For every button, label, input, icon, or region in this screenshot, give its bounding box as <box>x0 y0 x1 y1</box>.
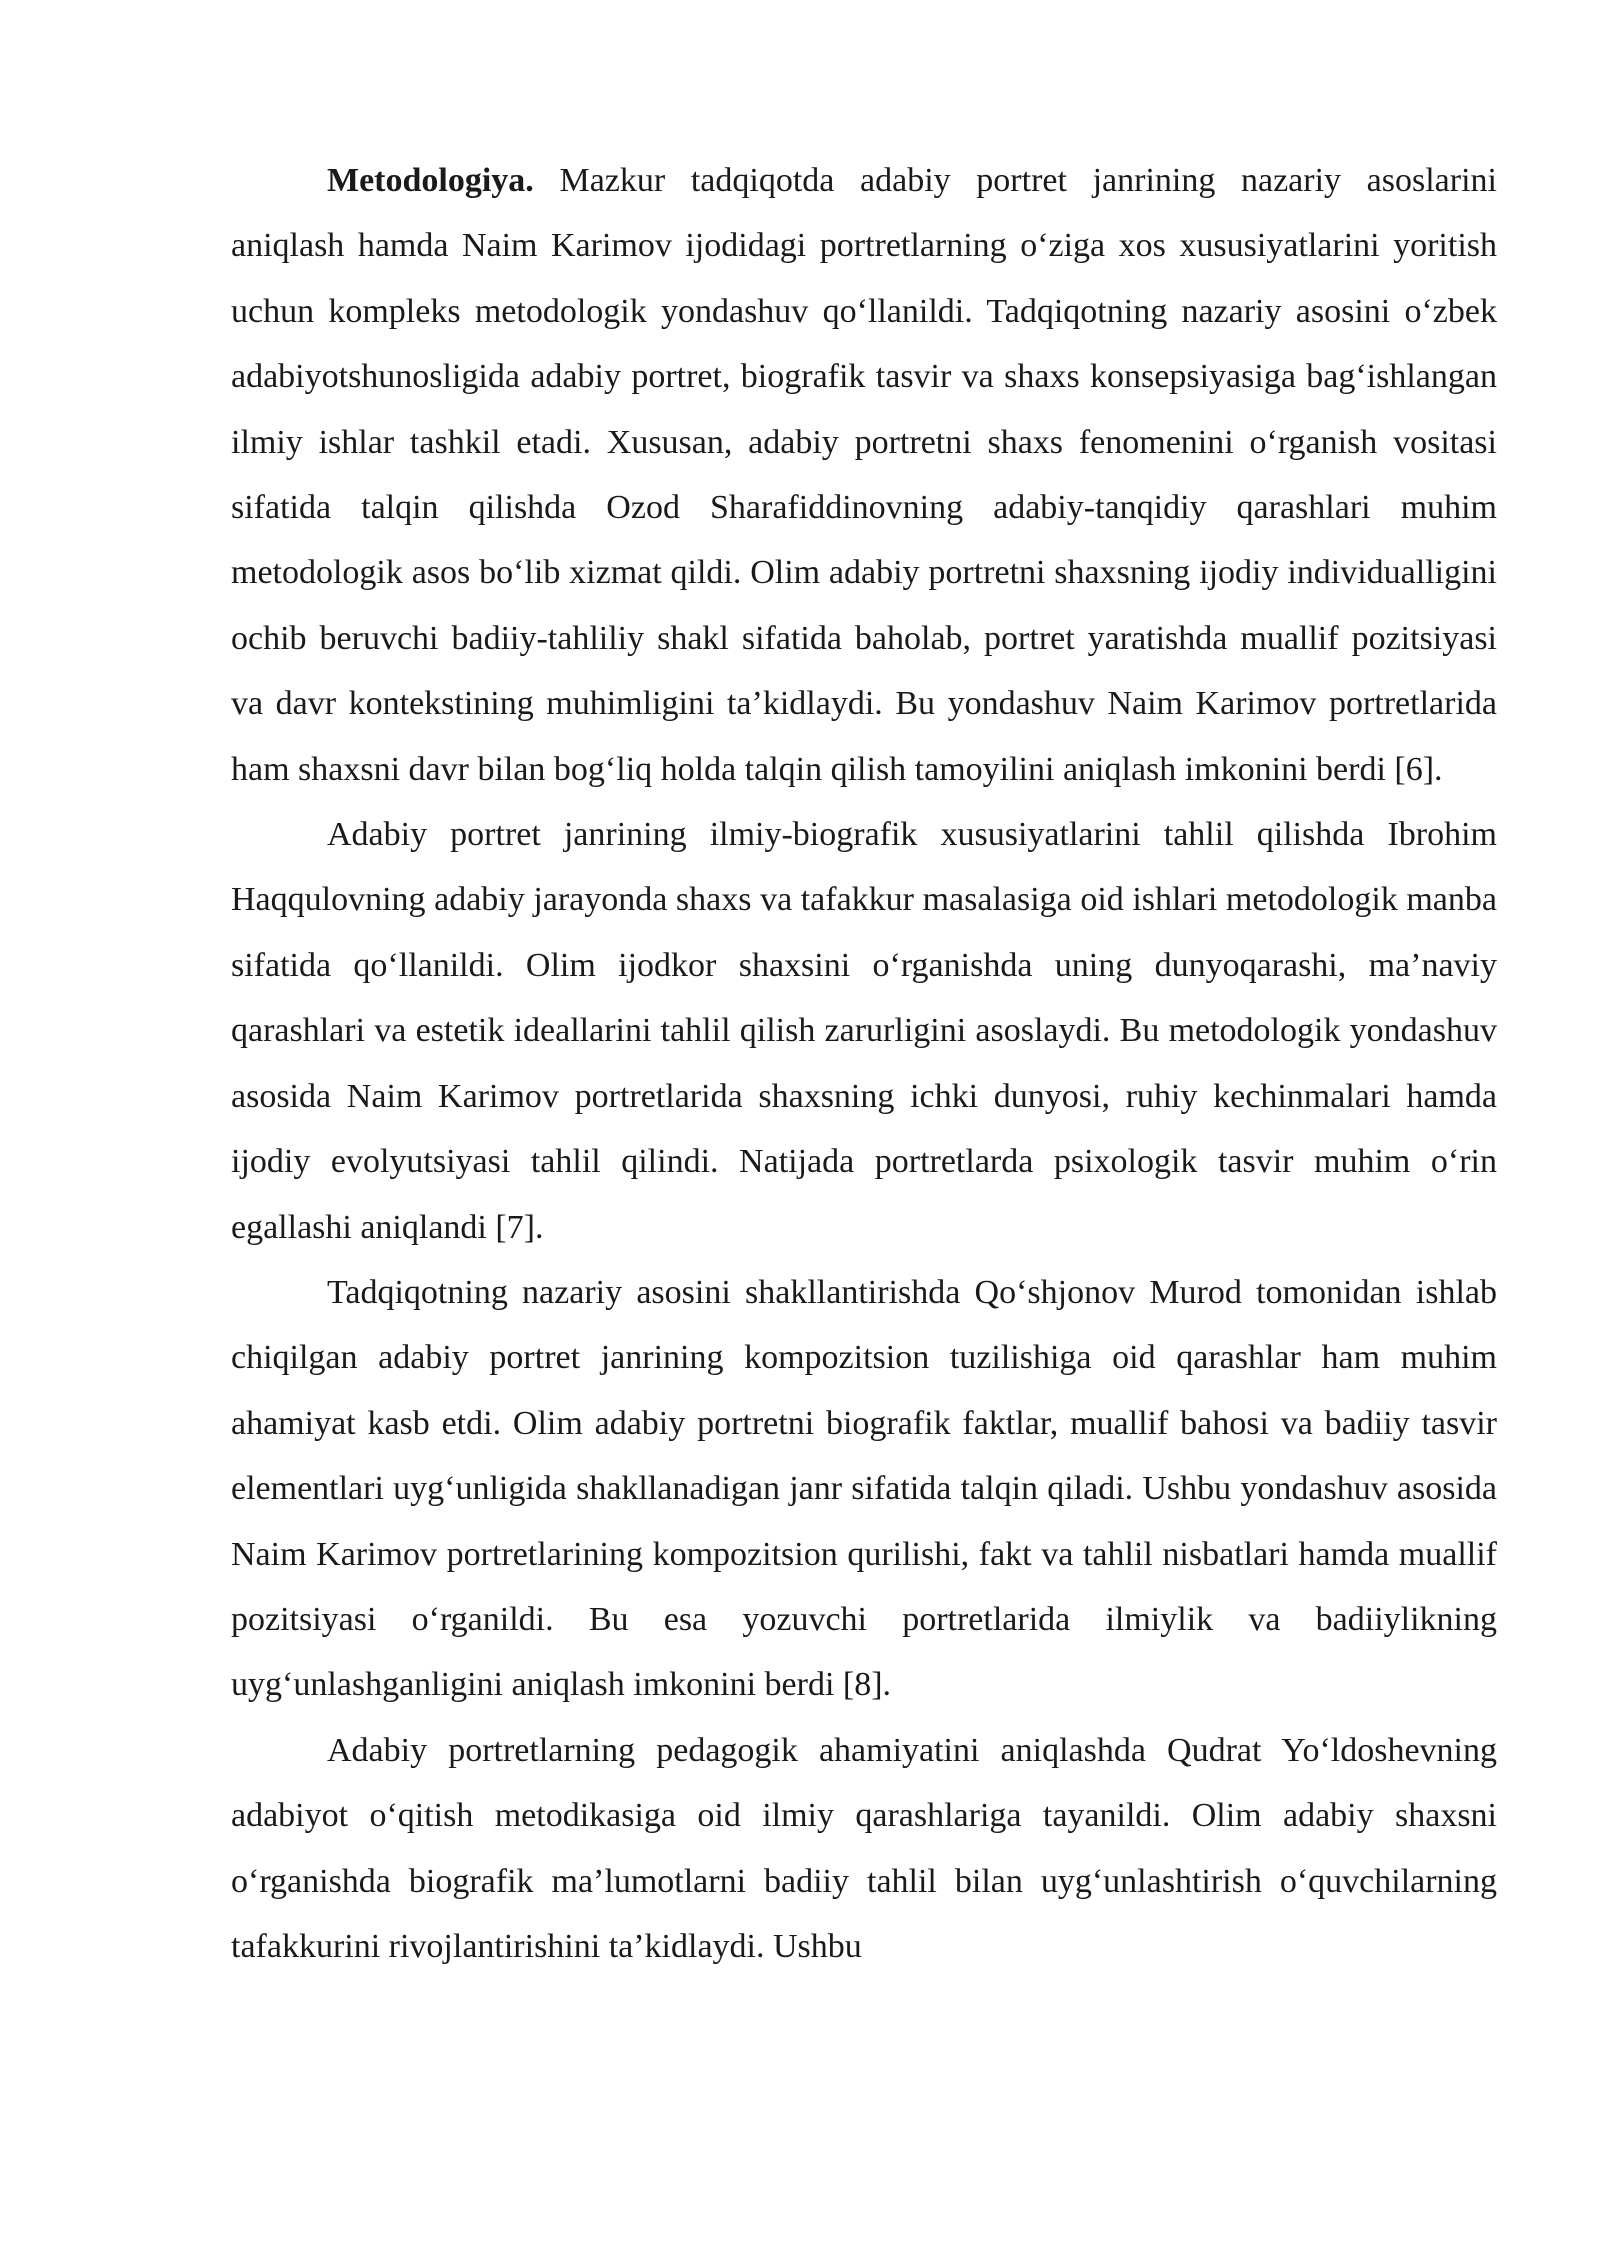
paragraph-3: Tadqiqotning nazariy asosini shakllantirishda Qo‘shjonov Murod tomonidan ishlab chiqilgan adabiy portret janrining kompozitsion tuzilishiga oid qarashlar ham muhim ahamiyat kasb etdi. Olim adabiy portretni biografik faktlar, muallif bahosi va badiiy tasvir elementlari uyg‘unligida shakllanadigan janr sifatida talqin qiladi. Ushbu yondashuv asosida Naim Karimov portretlarining kompozitsion qurilishi, fakt va tahlil nisbatlari hamda muallif pozitsiyasi o‘rganildi. Bu esa yozuvchi portretlarida ilmiylik va badiiylikning uyg‘unlashganligini aniqlash imkonini berdi [8]. <box>231 1273 1497 1704</box>
document-page <box>231 148 1497 1979</box>
paragraph-methodology <box>231 148 1497 802</box>
paragraph-4: Adabiy portretlarning pedagogik ahamiyatini aniqlashda Qudrat Yo‘ldoshevning adabiyot o‘qitish metodikasiga oid ilmiy qarashlariga tayanildi. Olim adabiy shaxsni o‘rganishda biografik ma’lumotlarni badiiy tahlil bilan uyg‘unlashtirish o‘quvchilarning tafakkurini rivojlantirishini ta’kidlaydi. Ushbu <box>231 1731 1497 1965</box>
paragraph-text: Mazkur tadqiqotda adabiy portret janrining nazariy asoslarini aniqlash hamda Naim Karimov ijodidagi portretlarning o‘ziga xos xususiyatlarini yoritish uchun kompleks metodologik yondashuv qo‘llanildi. Tadqiqotning nazariy asosini o‘zbek adabiyotshunosligida adabiy portret, biografik tasvir va shaxs konsepsiyasiga bag‘ishlangan ilmiy ishlar tashkil etadi. Xususan, adabiy portretni shaxs fenomenini o‘rganish vositasi sifatida talqin qilishda Ozod Sharafiddinovning adabiy-tanqidiy qarashlari muhim metodologik asos bo‘lib xizmat qildi. Olim adabiy portretni shaxsning ijodiy individualligini ochib beruvchi badiiy-tahliliy shakl sifatida baholab, portret yaratishda muallif pozitsiyasi va davr kontekstining muhimligini ta’kidlaydi. Bu yondashuv Naim Karimov portretlarida ham shaxsni davr bilan bog‘liq holda talqin qilish tamoyilini aniqlash imkonini berdi [6]. <box>231 162 1497 788</box>
paragraph-2: Adabiy portret janrining ilmiy-biografik xususiyatlarini tahlil qilishda Ibrohim Haqqulovning adabiy jarayonda shaxs va tafakkur masalasiga oid ishlari metodologik manba sifatida qo‘llanildi. Olim ijodkor shaxsini o‘rganishda uning dunyoqarashi, ma’naviy qarashlari va estetik ideallarini tahlil qilish zarurligini asoslaydi. Bu metodologik yondashuv asosida Naim Karimov portretlarida shaxsning ichki dunyosi, ruhiy kechinmalari hamda ijodiy evolyutsiyasi tahlil qilindi. Natijada portretlarda psixologik tasvir muhim o‘rin egallashi aniqlandi [7]. <box>231 816 1497 1246</box>
section-heading: Metodologiya. <box>327 162 534 199</box>
